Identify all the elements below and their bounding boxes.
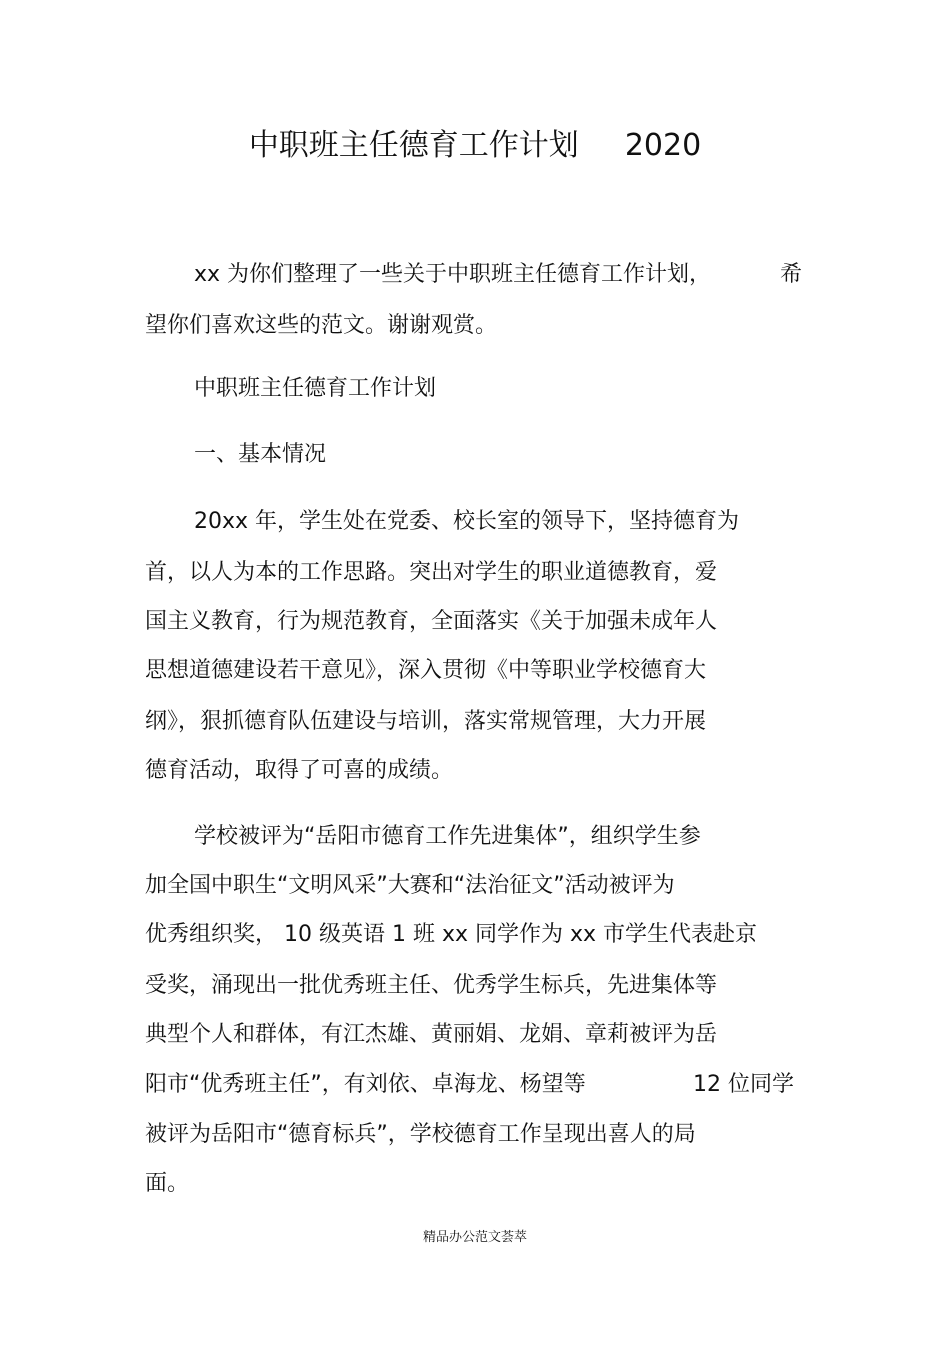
intro-line-1: xx 为你们整理了一些关于中职班主任德育工作计划， [194,262,712,287]
section-title: 中职班主任德育工作计划 [194,376,437,401]
para2-line: 被评为岳阳市“德育标兵”，学校德育工作呈现出喜人的局 [145,1122,696,1147]
para1-line: 德育活动，取得了可喜的成绩。 [145,758,454,783]
para1-line: 思想道德建设若干意见》，深入贯彻《中等职业学校德育大 [145,658,707,683]
para2-line: 加全国中职生“文明风采”大赛和“法治征文”活动被评为 [145,873,675,898]
document-title [0,124,950,168]
para1-line: 纲》，狠抓德育队伍建设与培训，落实常规管理，大力开展 [145,709,707,734]
para1-line: 首，以人为本的工作思路。突出对学生的职业道德教育，爱 [145,560,718,585]
para2-line: 受奖，涌现出一批优秀班主任、优秀学生标兵，先进集体等 [145,973,718,998]
intro-line-2: 望你们喜欢这些的范文。谢谢观赏。 [145,313,498,338]
para2-line: 典型个人和群体，有江杰雄、黄丽娟、龙娟、章莉被评为岳 [145,1022,718,1047]
para2-line-6-tail: 12 位同学 [693,1072,794,1097]
intro-line-1-tail: 希 [780,262,803,287]
para2-line: 阳市“优秀班主任”，有刘依、卓海龙、杨望等 [145,1072,586,1097]
title-year: 2020 [624,128,702,163]
heading-basic-situation: 一、基本情况 [194,442,327,467]
para2-line: 优秀组织奖， 10 级英语 1 班 xx 同学作为 xx 市学生代表赴京 [145,922,758,947]
para2-line: 面。 [145,1171,190,1196]
para1-line: 国主义教育，行为规范教育，全面落实《关于加强未成年人 [145,609,718,634]
title-text: 中职班主任德育工作计划 [248,128,579,163]
para2-line: 学校被评为“岳阳市德育工作先进集体”，组织学生参 [194,824,701,849]
para1-line: 20xx 年，学生处在党委、校长室的领导下，坚持德育为 [194,509,740,534]
page-footer: 精品办公范文荟萃 [422,1230,527,1245]
